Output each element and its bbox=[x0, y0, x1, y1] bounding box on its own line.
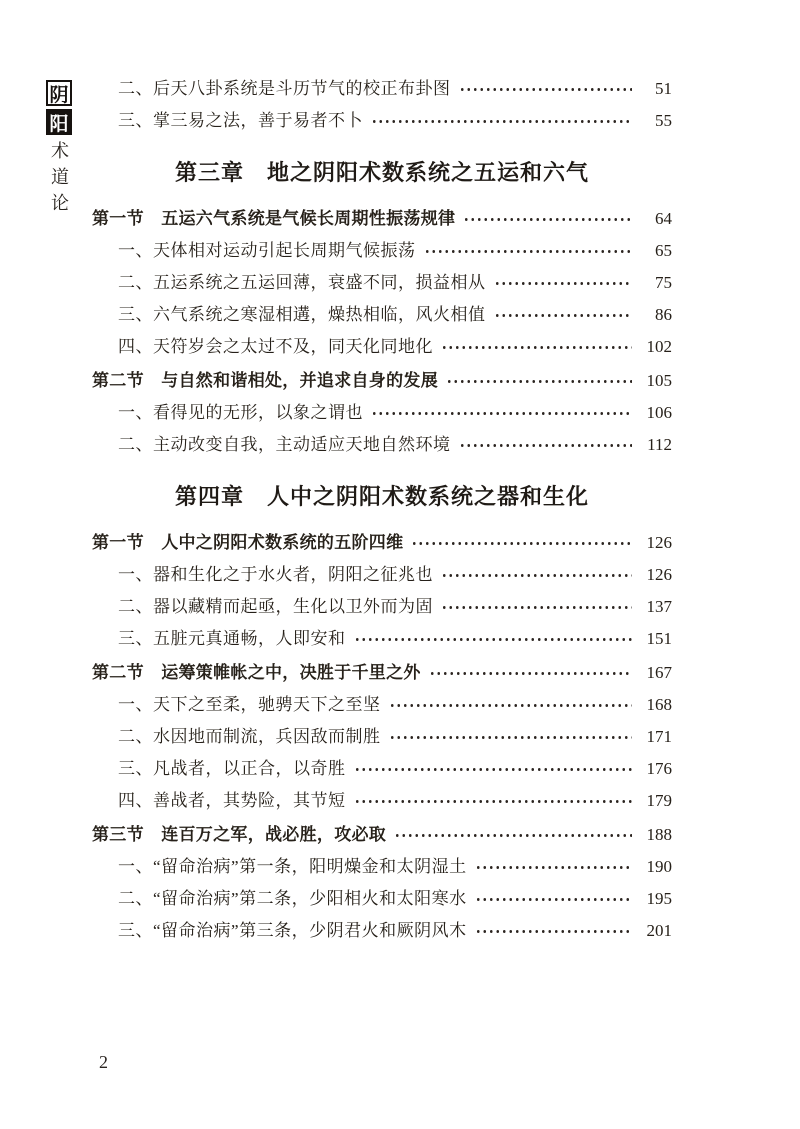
toc-entry bbox=[92, 78, 672, 100]
toc-entry bbox=[92, 888, 672, 910]
spine-char-yin: 阴 bbox=[49, 84, 69, 106]
dot-leader bbox=[475, 859, 632, 876]
toc-entry-page-number: 201 bbox=[646, 921, 672, 940]
toc-entry-page-number: 167 bbox=[646, 663, 672, 682]
toc-entry-page-number: 188 bbox=[646, 825, 672, 844]
toc-entry-label: 四、天符岁会之太过不及，同天化同地化 bbox=[118, 337, 433, 356]
book-spine-title bbox=[46, 80, 74, 216]
toc-entry bbox=[92, 824, 672, 846]
toc-entry-label: 一、看得见的无形，以象之谓也 bbox=[118, 403, 363, 422]
dot-leader bbox=[424, 243, 633, 260]
toc-entry-label: 一、“留命治病”第一条，阳明燥金和太阴湿土 bbox=[118, 857, 467, 876]
toc-entry-page-number: 126 bbox=[646, 533, 672, 552]
dot-leader bbox=[494, 275, 633, 292]
dot-leader bbox=[459, 81, 633, 98]
toc-entry-page-number: 190 bbox=[646, 857, 672, 876]
toc-entry-label: 第二节 与自然和谐相处，并追求自身的发展 bbox=[92, 371, 438, 390]
footer-page-number: 2 bbox=[99, 1052, 108, 1072]
toc-entry bbox=[92, 434, 672, 456]
toc-entry-label: 第三节 连百万之军，战必胜，攻必取 bbox=[92, 825, 387, 844]
toc-entry-label: 二、“留命治病”第二条，少阳相火和太阳寒水 bbox=[118, 889, 467, 908]
toc-entry bbox=[92, 694, 672, 716]
toc-entry bbox=[92, 920, 672, 942]
toc-entry-page-number: 55 bbox=[655, 111, 672, 130]
chapter-heading: 第三章 地之阴阳术数系统之五运和六气 bbox=[174, 160, 589, 185]
dot-leader bbox=[429, 665, 632, 682]
toc-entry bbox=[92, 304, 672, 326]
toc-entry-page-number: 168 bbox=[646, 695, 672, 714]
toc-entry-page-number: 171 bbox=[646, 727, 672, 746]
toc-entry bbox=[92, 564, 672, 586]
dot-leader bbox=[354, 761, 633, 778]
toc-entry-label: 三、凡战者，以正合，以奇胜 bbox=[118, 759, 346, 778]
toc-entry-label: 二、五运系统之五运回薄，衰盛不同，损益相从 bbox=[118, 273, 486, 292]
dot-leader bbox=[441, 599, 632, 616]
dot-leader bbox=[463, 211, 632, 228]
toc-entry-label: 三、五脏元真通畅，人即安和 bbox=[118, 629, 346, 648]
spine-char-yang: 阳 bbox=[49, 113, 69, 135]
toc-entry-page-number: 112 bbox=[647, 435, 672, 454]
spine-char-box-yang bbox=[46, 109, 72, 135]
toc-entry-page-number: 64 bbox=[655, 209, 672, 228]
toc-entry bbox=[92, 532, 672, 554]
toc-entry bbox=[92, 240, 672, 262]
toc-entry-label: 第二节 运筹策帷帐之中，决胜于千里之外 bbox=[92, 663, 421, 682]
toc-entry-label: 一、天下之至柔，驰骋天下之至坚 bbox=[118, 695, 381, 714]
toc-entry-label: 三、“留命治病”第三条，少阴君火和厥阴风木 bbox=[118, 921, 467, 940]
toc-entry bbox=[92, 726, 672, 748]
dot-leader bbox=[354, 793, 633, 810]
toc-entry bbox=[92, 856, 672, 878]
toc-entry bbox=[92, 402, 672, 424]
toc-entry-label: 二、后天八卦系统是斗历节气的校正布卦图 bbox=[118, 79, 451, 98]
toc-entry bbox=[92, 272, 672, 294]
toc-entry-page-number: 137 bbox=[646, 597, 672, 616]
toc-entry-page-number: 106 bbox=[646, 403, 672, 422]
toc-entry-page-number: 75 bbox=[655, 273, 672, 292]
toc-entry-label: 四、善战者，其势险，其节短 bbox=[118, 791, 346, 810]
toc-entry-label: 三、六气系统之寒湿相遘，燥热相临，风火相值 bbox=[118, 305, 486, 324]
toc-entry bbox=[92, 336, 672, 358]
toc-entry bbox=[92, 110, 672, 132]
chapter-heading: 第四章 人中之阴阳术数系统之器和生化 bbox=[174, 484, 589, 509]
dot-leader bbox=[441, 339, 632, 356]
toc-entry-page-number: 51 bbox=[655, 79, 672, 98]
toc-entry bbox=[92, 790, 672, 812]
toc-entry-page-number: 105 bbox=[646, 371, 672, 390]
spine-char: 道 bbox=[51, 167, 69, 187]
toc-entry bbox=[92, 208, 672, 230]
spine-char-box-yin bbox=[46, 80, 72, 106]
toc-entry-label: 二、器以藏精而起亟，生化以卫外而为固 bbox=[118, 597, 433, 616]
toc-entry-page-number: 65 bbox=[655, 241, 672, 260]
dot-leader bbox=[475, 923, 632, 940]
toc-entry bbox=[92, 370, 672, 392]
dot-leader bbox=[459, 437, 633, 454]
toc-entry-label: 第一节 五运六气系统是气候长周期性振荡规律 bbox=[92, 209, 456, 228]
dot-leader bbox=[394, 827, 632, 844]
toc-entry-page-number: 126 bbox=[646, 565, 672, 584]
dot-leader bbox=[371, 113, 632, 130]
toc-entry-label: 一、天体相对运动引起长周期气候振荡 bbox=[118, 241, 416, 260]
toc-list bbox=[92, 78, 672, 952]
toc-entry bbox=[92, 758, 672, 780]
dot-leader bbox=[389, 729, 633, 746]
dot-leader bbox=[389, 697, 633, 714]
toc-entry-page-number: 176 bbox=[646, 759, 672, 778]
toc-entry bbox=[92, 628, 672, 650]
spine-char: 术 bbox=[51, 141, 69, 161]
toc-entry-label: 一、器和生化之于水火者，阴阳之征兆也 bbox=[118, 565, 433, 584]
toc-entry-label: 第一节 人中之阴阳术数系统的五阶四维 bbox=[92, 533, 404, 552]
spine-char: 论 bbox=[51, 193, 69, 213]
toc-entry bbox=[92, 662, 672, 684]
dot-leader bbox=[446, 373, 632, 390]
dot-leader bbox=[371, 405, 632, 422]
toc-entry-page-number: 151 bbox=[646, 629, 672, 648]
toc-entry-label: 三、掌三易之法，善于易者不卜 bbox=[118, 111, 363, 130]
spine-vertical-chars bbox=[46, 138, 74, 216]
toc-entry-label: 二、主动改变自我，主动适应天地自然环境 bbox=[118, 435, 451, 454]
dot-leader bbox=[411, 535, 632, 552]
toc-entry-page-number: 102 bbox=[646, 337, 672, 356]
dot-leader bbox=[441, 567, 632, 584]
dot-leader bbox=[354, 631, 633, 648]
toc-entry-page-number: 179 bbox=[646, 791, 672, 810]
toc-entry bbox=[92, 596, 672, 618]
dot-leader bbox=[475, 891, 632, 908]
toc-entry-page-number: 86 bbox=[655, 305, 672, 324]
toc-entry-page-number: 195 bbox=[646, 889, 672, 908]
dot-leader bbox=[494, 307, 633, 324]
toc-entry-label: 二、水因地而制流，兵因敌而制胜 bbox=[118, 727, 381, 746]
